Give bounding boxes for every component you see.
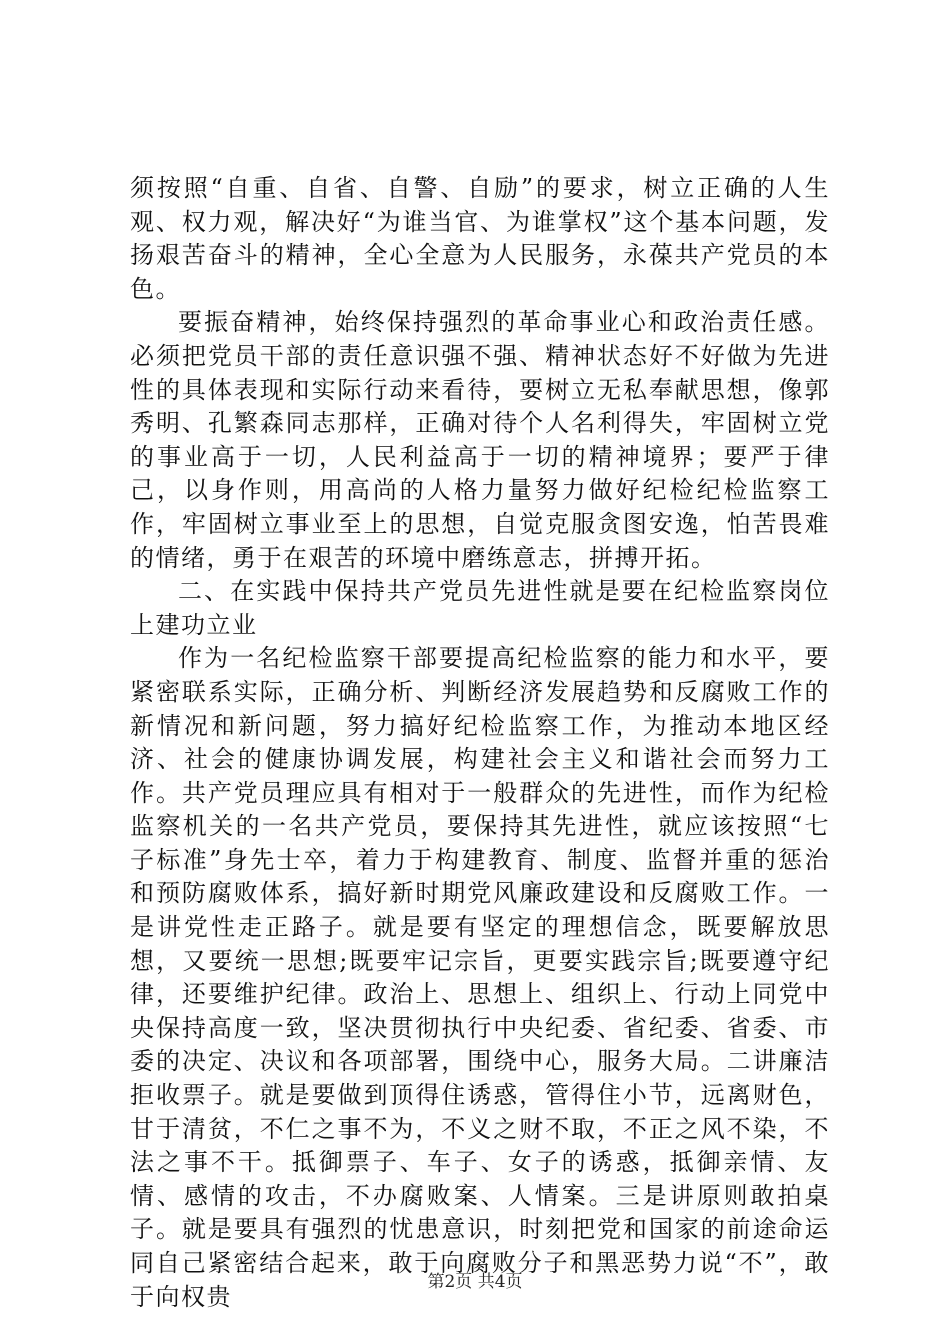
paragraph-continuation: 须按照“自重、自省、自警、自励”的要求，树立正确的人生观、权力观，解决好“为谁当官、为谁掌权”这个基本问题，发扬艰苦奋斗的精神，全心全意为人民服务，永葆共产党员的本色。 [130,174,830,303]
document-body [130,172,830,1314]
paragraph-discipline-inspection: 作为一名纪检监察干部要提高纪检监察的能力和水平，要紧密联系实际，正确分析、判断经济发展趋势和反腐败工作的新情况和新问题，努力搞好纪检监察工作，为推动本地区经济、社会的健康协调发展，构建社会主义和谐社会而努力工作。共产党员理应具有相对于一般群众的先进性，而作为纪检监察机关的一名共产党员，要保持其先进性，就应该按照“七子标准”身先士卒，着力于构建教育、制度、监督并重的惩治和预防腐败体系，搞好新时期党风廉政建设和反腐败工作。一是讲党性走正路子。就是要有坚定的理想信念，既要解放思想，又要统一思想;既要牢记宗旨，更要实践宗旨;既要遵守纪律，还要维护纪律。政治上、思想上、组织上、行动上同党中央保持高度一致，坚决贯彻执行中央纪委、省纪委、省委、市委的决定、决议和各项部署，围绕中心，服务大局。二讲廉洁拒收票子。就是要做到顶得住诱惑，管得住小节，远离财色，甘于清贫，不仁之事不为，不义之财不取，不正之风不染，不法之事不干。抵御票子、车子、女子的诱惑，抵御亲情、友情、感情的攻击，不办腐败案、人情案。三是讲原则敢拍桌子。就是要具有强烈的忧患意识，时刻把党和国家的前途命运同自己紧密结合起来，敢于向腐败分子和黑恶势力说“不”，敢于向权贵 [130,644,830,1311]
page-number-label: 第2页 共4页 [427,1272,523,1292]
section-heading-two: 二、在实践中保持共产党员先进性就是要在纪检监察岗位上建功立业 [130,577,830,639]
page-footer [0,1272,950,1292]
paragraph-responsibility: 要振奋精神，始终保持强烈的革命事业心和政治责任感。必须把党员干部的责任意识强不强、精神状态好不好做为先进性的具体表现和实际行动来看待，要树立无私奉献思想，像郭秀明、孔繁森同志那样，正确对待个人名利得失，牢固树立党的事业高于一切，人民利益高于一切的精神境界；要严于律己，以身作则，用高尚的人格力量努力做好纪检纪检监察工作，牢固树立事业至上的思想，自觉克服贪图安逸，怕苦畏难的情绪，勇于在艰苦的环境中磨练意志，拼搏开拓。 [130,308,830,572]
